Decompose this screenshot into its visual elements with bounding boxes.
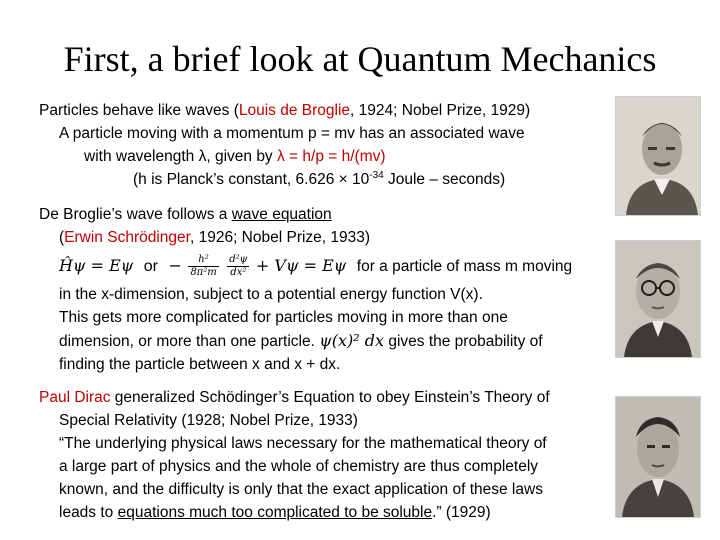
p3-line-6	[39, 501, 609, 524]
frac-num: d²ψ	[229, 254, 248, 266]
schrodinger-name: Erwin Schrödinger	[64, 229, 190, 246]
p1-line-1	[39, 99, 609, 122]
p1-text: with wavelength λ, given by	[84, 148, 277, 165]
p3-line-5: known, and the difficulty is only that the exact application of these laws	[59, 481, 543, 498]
p3-text: generalized Schödinger’s Equation to obey Einstein’s Theory of	[110, 389, 550, 406]
p2-line-6	[39, 329, 609, 353]
eq-or: or	[143, 258, 158, 275]
eq-minus: −	[168, 256, 182, 275]
p2-text: dimension, or more than one particle.	[59, 333, 320, 350]
de-broglie-photo	[615, 96, 701, 216]
p3-line-1	[39, 386, 609, 409]
frac-num: h²	[188, 254, 218, 267]
wavelength-equation: λ = h/p = h/(mv)	[277, 148, 386, 165]
p3-line-2: Special Relativity (1928; Nobel Prize, 1933)	[59, 412, 358, 429]
slide-title: First, a brief look at Quantum Mechanics	[63, 39, 657, 79]
dirac-name: Paul Dirac	[39, 389, 111, 406]
dirac-photo	[615, 396, 701, 518]
p3-line-4: a large part of physics and the whole of chemistry are thus completely	[59, 458, 539, 475]
slide-body	[39, 99, 609, 524]
p1-line-3	[39, 145, 609, 168]
p1-line-2: A particle moving with a momentum p = mv has an associated wave	[59, 125, 525, 142]
p3-text: .” (1929)	[432, 504, 491, 521]
p1-text: Joule – seconds)	[383, 171, 506, 188]
schrodinger-photo	[615, 240, 701, 358]
eq-fraction-2	[227, 254, 249, 279]
p2-text: (	[59, 229, 65, 246]
p2-text: , 1926; Nobel Prize, 1933)	[189, 229, 371, 246]
eq-tail: for a particle of mass m moving	[356, 258, 573, 275]
p2-line-2	[39, 226, 609, 249]
frac-den: 8π²m	[190, 267, 217, 279]
de-broglie-name: Louis de Broglie	[238, 102, 351, 119]
eq-left: Ĥψ = Eψ	[59, 256, 134, 275]
p2-line-7: finding the particle between x and x + dx.	[59, 356, 341, 373]
eq-right: + Vψ = Eψ	[255, 256, 347, 275]
p3-text: leads to	[59, 504, 118, 521]
p2-line-1	[39, 203, 609, 226]
wave-equation-link[interactable]: wave equation	[231, 206, 332, 223]
soluble-quote-link[interactable]: equations much too complicated to be soluble	[117, 504, 433, 521]
p2-line-4: in the x-dimension, subject to a potential energy function V(x).	[59, 286, 483, 303]
exponent: -34	[369, 169, 384, 181]
frac-den: dx²	[230, 267, 247, 279]
p2-line-5: This gets more complicated for particles moving in more than one	[59, 309, 508, 326]
p3-line-3: “The underlying physical laws necessary for the mathematical theory of	[59, 435, 547, 452]
p2-text: gives the probability of	[384, 333, 543, 350]
p1-text: , 1924; Nobel Prize, 1929)	[350, 102, 531, 119]
eq-fraction-1	[188, 254, 218, 279]
p2-text: De Broglie’s wave follows a	[39, 206, 232, 223]
p1-text: (h is Planck’s constant, 6.626 × 10	[133, 171, 370, 188]
p1-line-4	[39, 168, 609, 191]
p1-text: Particles behave like waves (	[39, 102, 239, 119]
schrodinger-equation	[39, 249, 609, 283]
probability-expression: ψ(x)² dx	[319, 331, 385, 350]
